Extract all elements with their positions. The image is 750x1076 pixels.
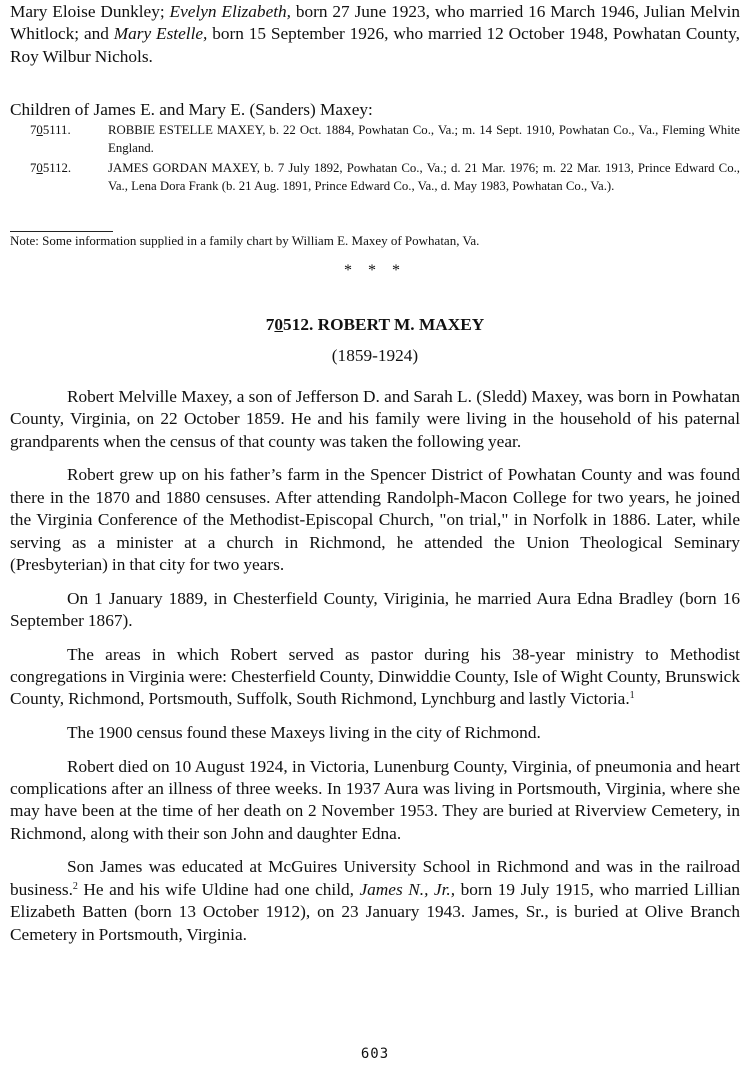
section-dates: (1859-1924) — [331, 346, 419, 365]
body-text — [10, 386, 740, 957]
child-entry — [10, 159, 740, 196]
section-heading: 70512. ROBERT M. MAXEY — [265, 315, 485, 334]
opening-text-3: born 15 September 1926, who married 12 October 1948, Powhatan County, Roy Wilbur Nichols. — [10, 24, 740, 66]
section-separator: * * * — [344, 262, 406, 279]
child-text: JAMES GORDAN MAXEY, b. 7 July 1892, Powhatan Co., Va.; d. 21 Mar. 1976; m. 22 Mar. 1913, Prince Edward Co., Va., Lena Dora Frank (b. 21 Aug. 1891, Prince Edward Co., Va., d. May 1983, Powhatan Co., Va.). — [108, 161, 740, 194]
paragraph-7: Son James was educated at McGuires University School in Richmond and was in the railroad business.$^2$ He and his wife Uldine had one child, James N., Jr., born 19 July 1915, who married Lillian Elizabeth Batten (born 13 October 1912), on 23 January 1943. James, Sr., is buried at Olive Branch Cemetery in Portsmouth, Virginia. — [10, 857, 741, 944]
paragraph-2: Robert grew up on his father’s farm in the Spencer District of Powhatan County and was found there in the 1870 and 1880 censuses. After attending Randolph-Macon College for two years, he joined the Virginia Conference of the Methodist-Episcopal Church, "on trial," in Norfolk in 1886. Later, while serving as a minister at a church in Richmond, he attended the Union Theological Seminary (Presbyterian) in that city for two years. — [10, 465, 740, 575]
opening-paragraph — [10, 1, 740, 68]
paragraph-6: Robert died on 10 August 1924, in Victoria, Lunenburg County, Virginia, of pneumonia and heart complications after an illness of three weeks. In 1937 Aura was living in Portsmouth, Virginia, where she may have been at the time of her death on 2 November 1953. They are buried at Riverview Cemetery, in Richmond, along with their son John and daughter Edna. — [10, 756, 740, 843]
source-note: Note: Some information supplied in a family chart by William E. Maxey of Powhatan, Va. — [10, 233, 480, 248]
child-number: 705111. — [30, 123, 71, 137]
paragraph-1: Robert Melville Maxey, a son of Jefferson D. and Sarah L. (Sledd) Maxey, was born in Powhatan County, Virginia, on 22 October 1859. He and his family were living in the household of his paternal grandparents when the census of that county was taken the following year. — [10, 387, 740, 451]
opening-italic-name-2: Mary Estelle, — [113, 24, 208, 44]
child-text: ROBBIE ESTELLE MAXEY, b. 22 Oct. 1884, Powhatan Co., Va.; m. 14 Sept. 1910, Powhatan Co., Va., Fleming White England. — [108, 123, 740, 156]
footnote-ref-2: 2 — [72, 880, 78, 892]
italic-name-james-jr: James N., Jr., — [359, 879, 456, 899]
paragraph-5: The 1900 census found these Maxeys living in the city of Richmond. — [67, 723, 541, 743]
child-number: 705112. — [30, 161, 72, 175]
paragraph-3: On 1 January 1889, in Chesterfield County, Viriginia, he married Aura Edna Bradley (born 16 September 1867). — [10, 588, 740, 631]
opening-italic-name-1: Evelyn Elizabeth, — [169, 2, 292, 21]
children-heading: Children of James E. and Mary E. (Sanders) Maxey: — [10, 100, 373, 119]
opening-text-2: born 27 June 1923, who married 16 March 1946, Julian Melvin Whitlock; and — [10, 2, 740, 44]
paragraph-4: The areas in which Robert served as pastor during his 38-year ministry to Methodist congregations in Virginia were: Chesterfield County, Dinwiddie County, Isle of Wight County, Brunswick County, Richmond, Portsmouth, Suffolk, South Richmond, Lynchburg and lastly Victoria.$^1$ — [10, 644, 740, 709]
opening-text-1: Mary Eloise Dunkley; — [10, 2, 170, 21]
page-number: 603 — [360, 1046, 390, 1062]
child-entry — [10, 121, 740, 158]
footnote-ref-1: 1 — [629, 690, 635, 702]
